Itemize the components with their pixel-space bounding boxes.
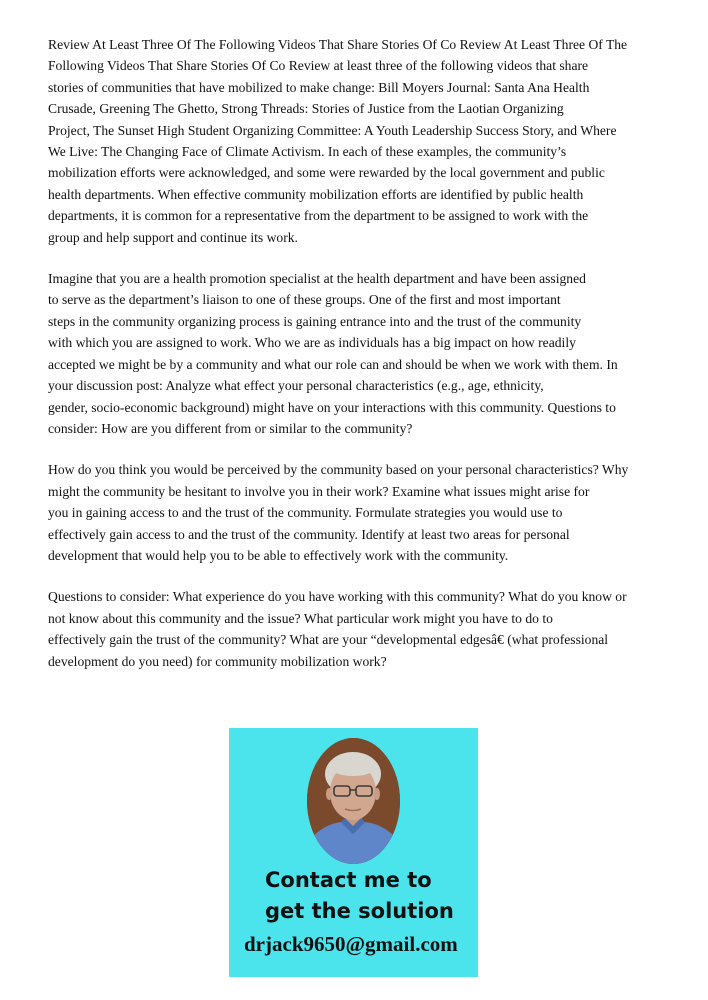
text-line: health departments. When effective community mobilization efforts are identified by public health bbox=[48, 186, 584, 202]
text-line: gender, socio-economic background) might have on your interactions with this community. Questions to bbox=[48, 399, 616, 415]
contact-email[interactable]: drjack9650@gmail.com bbox=[244, 932, 458, 956]
text-line: development that would help you to be able to effectively work with the community. bbox=[48, 547, 509, 563]
contact-subheadline: get the solution bbox=[265, 899, 454, 923]
text-line: We Live: The Changing Face of Climate Activism. In each of these examples, the community’s bbox=[48, 144, 567, 160]
text-line: departments, it is common for a representative from the department to be assigned to work with the bbox=[48, 208, 589, 224]
text-line: might the community be hesitant to involve you in their work? Examine what issues might arise for bbox=[48, 483, 590, 499]
text-line: Following Videos That Share Stories Of Co Review at least three of the following videos that share bbox=[48, 58, 589, 74]
document-body bbox=[48, 34, 668, 692]
paragraph-2 bbox=[48, 268, 668, 439]
text-line: How do you think you would be perceived by the community based on your personal characteristics? Why bbox=[48, 462, 629, 478]
text-line: consider: How are you different from or similar to the community? bbox=[48, 420, 413, 436]
text-line: Crusade, Greening The Ghetto, Strong Threads: Stories of Justice from the Laotian Organizing bbox=[48, 101, 564, 117]
text-line: development do you need) for community mobilization work? bbox=[48, 653, 387, 669]
contact-advertisement[interactable] bbox=[229, 728, 478, 977]
paragraph-4 bbox=[48, 586, 668, 672]
text-line: accepted we might be by a community and what our role can and should be when we work with them. In bbox=[48, 356, 618, 372]
portrait-photo bbox=[307, 738, 400, 864]
text-line: you in gaining access to and the trust of the community. Formulate strategies you would use to bbox=[48, 505, 563, 521]
text-line: not know about this community and the issue? What particular work might you have to do to bbox=[48, 610, 553, 626]
text-line: stories of communities that have mobilized to make change: Bill Moyers Journal: Santa Ana Health bbox=[48, 79, 590, 95]
text-line: steps in the community organizing process is gaining entrance into and the trust of the community bbox=[48, 313, 582, 329]
text-line: Questions to consider: What experience do you have working with this community? What do you know or bbox=[48, 589, 627, 605]
text-line: effectively gain access to and the trust of the community. Identify at least two areas for personal bbox=[48, 526, 570, 542]
text-line: Project, The Sunset High Student Organizing Committee: A Youth Leadership Success Story, and Where bbox=[48, 122, 617, 138]
paragraph-1 bbox=[48, 34, 668, 248]
text-line: your discussion post: Analyze what effect your personal characteristics (e.g., age, ethnicity, bbox=[48, 378, 544, 394]
text-line: group and help support and continue its work. bbox=[48, 229, 298, 245]
text-line: Imagine that you are a health promotion specialist at the health department and have been assigned bbox=[48, 271, 586, 287]
text-line: mobilization efforts were acknowledged, and some were rewarded by the local government and public bbox=[48, 165, 605, 181]
text-line: effectively gain the trust of the community? What are your “developmental edgesâ€ (what professional bbox=[48, 632, 609, 648]
text-line: with which you are assigned to work. Who we are as individuals has a big impact on how readily bbox=[48, 335, 576, 351]
text-line: Review At Least Three Of The Following Videos That Share Stories Of Co Review At Least Three Of The bbox=[48, 37, 628, 52]
text-line: to serve as the department’s liaison to one of these groups. One of the first and most important bbox=[48, 292, 561, 308]
contact-headline: Contact me to bbox=[265, 868, 432, 892]
paragraph-3 bbox=[48, 459, 668, 566]
